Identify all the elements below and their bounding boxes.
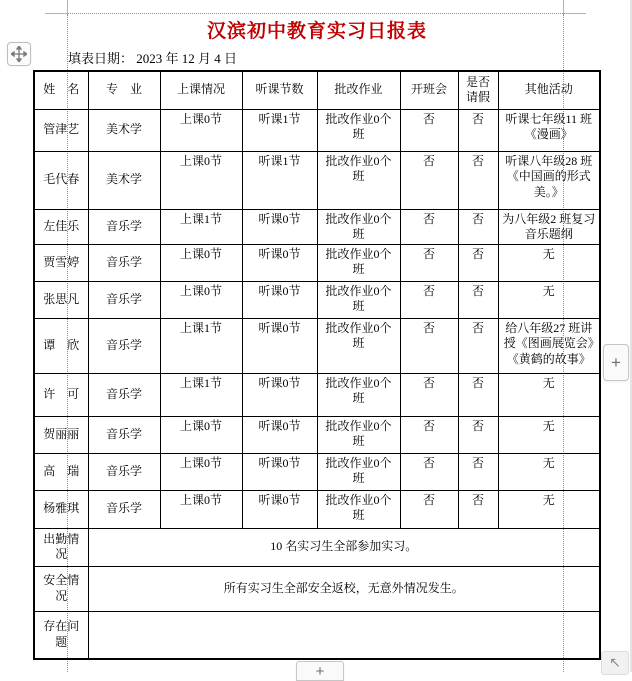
margin-crop-mark-top-left-h bbox=[45, 13, 69, 14]
cell-listening[interactable]: 听课1节 bbox=[242, 109, 317, 151]
cell-teaching[interactable]: 上课1节 bbox=[160, 318, 242, 373]
cell-other-activities[interactable]: 无 bbox=[498, 490, 600, 528]
table-row bbox=[34, 109, 600, 151]
table-row bbox=[34, 281, 600, 318]
cell-leave-status[interactable]: 否 bbox=[458, 416, 498, 453]
cell-listening[interactable]: 听课0节 bbox=[242, 416, 317, 453]
cell-other-activities[interactable]: 听课七年级11 班《漫画》 bbox=[498, 109, 600, 151]
summary-content[interactable]: 所有实习生全部安全返校，无意外情况发生。 bbox=[88, 566, 600, 611]
arrow-northwest-icon: ↖ bbox=[609, 655, 621, 671]
summary-row-attendance bbox=[34, 528, 600, 566]
table-row bbox=[34, 244, 600, 281]
cell-leave-status[interactable]: 否 bbox=[458, 109, 498, 151]
margin-crop-mark-top-left-v bbox=[67, 0, 68, 14]
header-class-meeting[interactable]: 开班会 bbox=[400, 71, 458, 109]
report-table-body bbox=[34, 109, 600, 528]
cell-teaching[interactable]: 上课0节 bbox=[160, 416, 242, 453]
header-teaching[interactable]: 上课情况 bbox=[160, 71, 242, 109]
cell-class-meeting[interactable]: 否 bbox=[400, 244, 458, 281]
cell-listening[interactable]: 听课0节 bbox=[242, 209, 317, 244]
cell-name[interactable]: 毛代春 bbox=[34, 151, 88, 209]
cell-listening[interactable]: 听课0节 bbox=[242, 281, 317, 318]
cell-major[interactable]: 音乐学 bbox=[88, 281, 160, 318]
cell-other-activities[interactable]: 给八年级27 班讲授《图画展览会》《黄鹤的故事》 bbox=[498, 318, 600, 373]
table-row bbox=[34, 453, 600, 490]
cell-class-meeting[interactable]: 否 bbox=[400, 151, 458, 209]
cell-major[interactable]: 音乐学 bbox=[88, 416, 160, 453]
cell-listening[interactable]: 听课1节 bbox=[242, 151, 317, 209]
move-cross-icon bbox=[11, 46, 27, 62]
cell-major[interactable]: 音乐学 bbox=[88, 373, 160, 416]
cell-grading[interactable]: 批改作业0个班 bbox=[317, 209, 400, 244]
table-move-handle[interactable] bbox=[7, 42, 31, 66]
cell-teaching[interactable]: 上课1节 bbox=[160, 373, 242, 416]
cell-name[interactable]: 许 可 bbox=[34, 373, 88, 416]
cell-major[interactable]: 音乐学 bbox=[88, 244, 160, 281]
table-row bbox=[34, 416, 600, 453]
cell-grading[interactable]: 批改作业0个班 bbox=[317, 416, 400, 453]
cell-teaching[interactable]: 上课0节 bbox=[160, 151, 242, 209]
header-leave[interactable]: 是否请假 bbox=[458, 71, 498, 109]
header-other-activities[interactable]: 其他活动 bbox=[498, 71, 600, 109]
cell-name[interactable]: 谭 欣 bbox=[34, 318, 88, 373]
table-row bbox=[34, 318, 600, 373]
cell-listening[interactable]: 听课0节 bbox=[242, 490, 317, 528]
cell-major[interactable]: 美术学 bbox=[88, 109, 160, 151]
cell-leave-status[interactable]: 否 bbox=[458, 151, 498, 209]
header-grading[interactable]: 批改作业 bbox=[317, 71, 400, 109]
cell-leave-status[interactable]: 否 bbox=[458, 244, 498, 281]
cell-class-meeting[interactable]: 否 bbox=[400, 373, 458, 416]
add-row-button[interactable] bbox=[296, 661, 344, 681]
table-row bbox=[34, 151, 600, 209]
cell-other-activities[interactable]: 无 bbox=[498, 281, 600, 318]
cell-class-meeting[interactable]: 否 bbox=[400, 209, 458, 244]
summary-content[interactable]: 10 名实习生全部参加实习。 bbox=[88, 528, 600, 566]
cell-listening[interactable]: 听课0节 bbox=[242, 318, 317, 373]
cell-other-activities[interactable]: 听课八年级28 班《中国画的形式美。》 bbox=[498, 151, 600, 209]
cell-class-meeting[interactable]: 否 bbox=[400, 109, 458, 151]
cell-teaching[interactable]: 上课0节 bbox=[160, 244, 242, 281]
header-listening[interactable]: 听课节数 bbox=[242, 71, 317, 109]
cell-teaching[interactable]: 上课0节 bbox=[160, 109, 242, 151]
cell-grading[interactable]: 批改作业0个班 bbox=[317, 281, 400, 318]
header-name[interactable]: 姓 名 bbox=[34, 71, 88, 109]
cell-leave-status[interactable]: 否 bbox=[458, 209, 498, 244]
cell-other-activities[interactable]: 为八年级2 班复习音乐题纲 bbox=[498, 209, 600, 244]
jump-to-origin-button[interactable] bbox=[601, 651, 629, 675]
cell-teaching[interactable]: 上课0节 bbox=[160, 281, 242, 318]
cell-other-activities[interactable]: 无 bbox=[498, 373, 600, 416]
header-major[interactable]: 专 业 bbox=[88, 71, 160, 109]
document-title[interactable]: 汉滨初中教育实习日报表 bbox=[206, 21, 427, 42]
cell-other-activities[interactable]: 无 bbox=[498, 244, 600, 281]
summary-label[interactable]: 安全情况 bbox=[34, 566, 88, 611]
cell-leave-status[interactable]: 否 bbox=[458, 373, 498, 416]
cell-class-meeting[interactable]: 否 bbox=[400, 318, 458, 373]
cell-leave-status[interactable]: 否 bbox=[458, 281, 498, 318]
table-row bbox=[34, 373, 600, 416]
cell-name[interactable]: 贺丽丽 bbox=[34, 416, 88, 453]
cell-teaching[interactable]: 上课1节 bbox=[160, 209, 242, 244]
cell-class-meeting[interactable]: 否 bbox=[400, 490, 458, 528]
cell-major[interactable]: 美术学 bbox=[88, 151, 160, 209]
cell-grading[interactable]: 批改作业0个班 bbox=[317, 244, 400, 281]
fill-date-line[interactable]: 填表日期： 2023 年 12 月 4 日 bbox=[68, 51, 238, 66]
table-row bbox=[34, 490, 600, 528]
cell-grading[interactable]: 批改作业0个班 bbox=[317, 109, 400, 151]
cell-name[interactable]: 贾雪婷 bbox=[34, 244, 88, 281]
cell-grading[interactable]: 批改作业0个班 bbox=[317, 453, 400, 490]
cell-other-activities[interactable]: 无 bbox=[498, 416, 600, 453]
add-column-button[interactable] bbox=[603, 344, 629, 381]
cell-grading[interactable]: 批改作业0个班 bbox=[317, 490, 400, 528]
summary-label[interactable]: 出勤情况 bbox=[34, 528, 88, 566]
plus-icon: + bbox=[611, 352, 621, 372]
cell-name[interactable]: 杨雅琪 bbox=[34, 490, 88, 528]
cell-listening[interactable]: 听课0节 bbox=[242, 453, 317, 490]
margin-crop-mark-top-right-h bbox=[563, 13, 586, 14]
cell-teaching[interactable]: 上课0节 bbox=[160, 453, 242, 490]
summary-row-problems bbox=[34, 611, 600, 659]
cell-leave-status[interactable]: 否 bbox=[458, 318, 498, 373]
cell-listening[interactable]: 听课0节 bbox=[242, 373, 317, 416]
cell-class-meeting[interactable]: 否 bbox=[400, 453, 458, 490]
cell-major[interactable]: 音乐学 bbox=[88, 318, 160, 373]
cell-major[interactable]: 音乐学 bbox=[88, 490, 160, 528]
header-row bbox=[34, 71, 600, 109]
cell-name[interactable]: 左佳乐 bbox=[34, 209, 88, 244]
cell-teaching[interactable]: 上课0节 bbox=[160, 490, 242, 528]
cell-name[interactable]: 管津艺 bbox=[34, 109, 88, 151]
cell-other-activities[interactable]: 无 bbox=[498, 453, 600, 490]
plus-icon: + bbox=[315, 663, 325, 680]
report-table bbox=[33, 70, 601, 660]
cell-grading[interactable]: 批改作业0个班 bbox=[317, 151, 400, 209]
summary-content[interactable] bbox=[88, 611, 600, 659]
table-row bbox=[34, 209, 600, 244]
cell-name[interactable]: 张思凡 bbox=[34, 281, 88, 318]
summary-row-safety bbox=[34, 566, 600, 611]
cell-major[interactable]: 音乐学 bbox=[88, 453, 160, 490]
cell-grading[interactable]: 批改作业0个班 bbox=[317, 318, 400, 373]
text-boundary-top bbox=[68, 13, 563, 14]
margin-crop-mark-top-right-v bbox=[563, 0, 564, 14]
cell-grading[interactable]: 批改作业0个班 bbox=[317, 373, 400, 416]
cell-listening[interactable]: 听课0节 bbox=[242, 244, 317, 281]
cell-leave-status[interactable]: 否 bbox=[458, 490, 498, 528]
cell-major[interactable]: 音乐学 bbox=[88, 209, 160, 244]
cell-name[interactable]: 高 瑞 bbox=[34, 453, 88, 490]
cell-leave-status[interactable]: 否 bbox=[458, 453, 498, 490]
cell-class-meeting[interactable]: 否 bbox=[400, 416, 458, 453]
summary-label[interactable]: 存在问题 bbox=[34, 611, 88, 659]
cell-class-meeting[interactable]: 否 bbox=[400, 281, 458, 318]
